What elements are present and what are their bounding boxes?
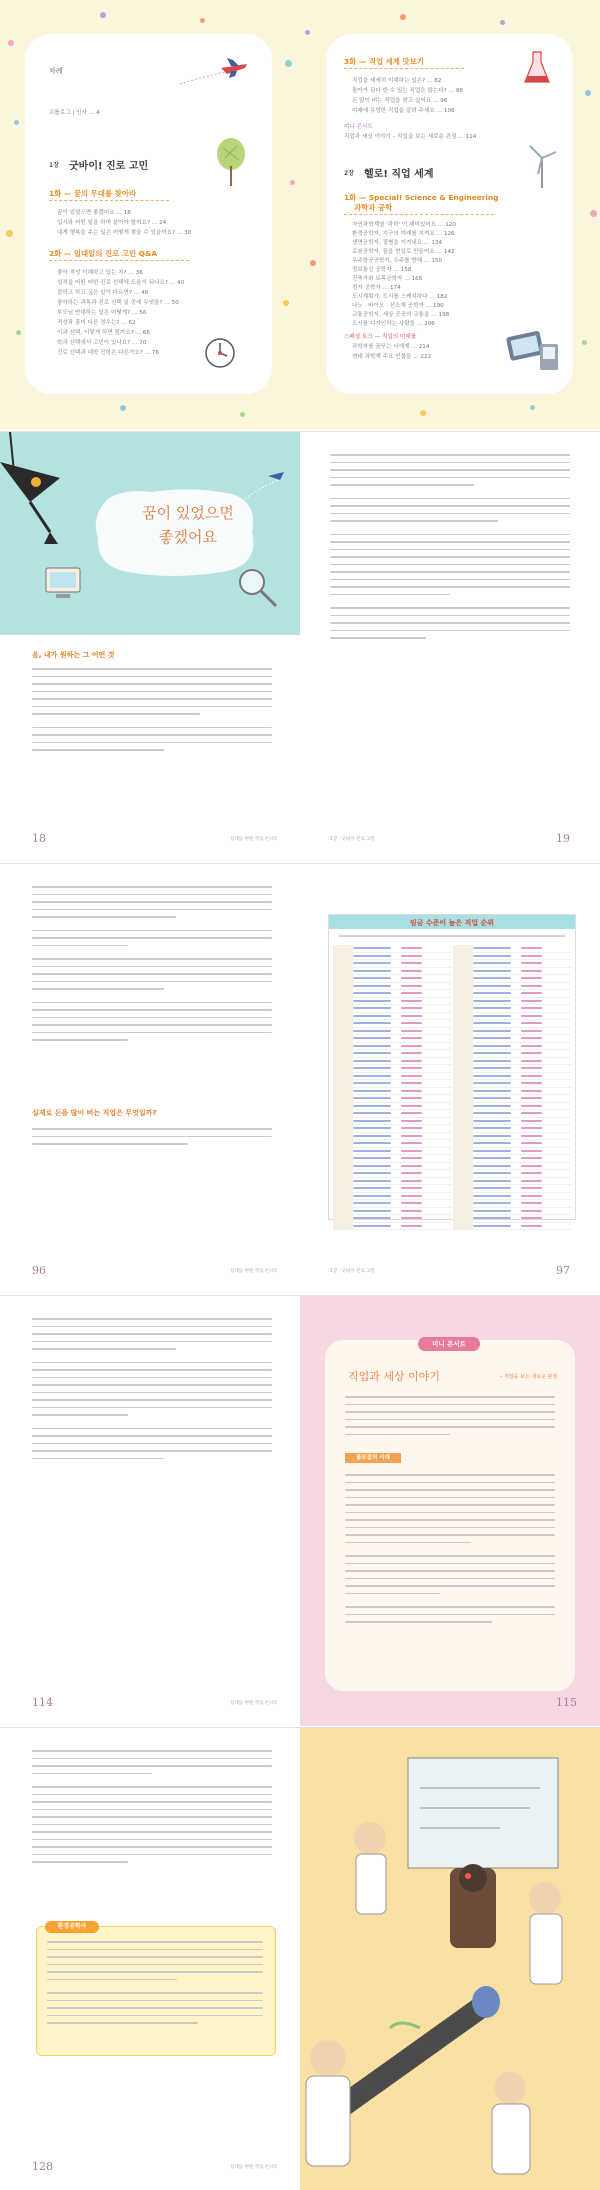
- confetti-dot: [6, 230, 13, 237]
- confetti-dot: [500, 20, 505, 25]
- confetti-dot: [590, 210, 597, 217]
- table-row: [333, 1050, 451, 1058]
- toc-item[interactable]: 진로 선택과 대학 진학은 다른가요? … 76: [57, 350, 159, 356]
- section-heading: 음, 내가 원하는 그 어떤 것: [32, 651, 115, 659]
- table-title: 임금 수준이 높은 직업 순위: [409, 919, 495, 927]
- body-paragraph: [345, 1396, 555, 1441]
- toc-card-left: [25, 34, 272, 394]
- toc-item[interactable]: 정보통신 공학자 … 158: [352, 267, 412, 273]
- table-row: [333, 1200, 451, 1208]
- table-row: [333, 1035, 451, 1043]
- table-row: [453, 1133, 571, 1141]
- table-column-right: [453, 945, 571, 1230]
- table-row: [453, 1215, 571, 1223]
- toc-section2-title[interactable]: 2화 — 일대일의 진로 고민 Q&A: [49, 249, 158, 258]
- table-row: [453, 1185, 571, 1193]
- airplane-icon: [175, 56, 255, 96]
- table-row: [453, 953, 571, 961]
- toc-item[interactable]: 환경공학자, 지구의 미래를 지켜요 … 126: [352, 231, 455, 237]
- spread-pages-114-115: [0, 1296, 600, 1726]
- spread-pages-128-129: [0, 1728, 600, 2190]
- table-row: [453, 1103, 571, 1111]
- toc-item[interactable]: 교통공학자, 세상 곳곳의 교통을 … 198: [352, 312, 450, 318]
- computer-icon: [40, 562, 100, 612]
- table-row: [333, 1208, 451, 1216]
- table-row: [453, 1170, 571, 1178]
- tree-icon: [211, 136, 251, 188]
- confetti-dot: [100, 12, 106, 18]
- table-row: [333, 990, 451, 998]
- body-paragraph: [345, 1474, 555, 1629]
- table-row: [333, 1043, 451, 1051]
- chapter-title-line1: 꿈이 있었으면: [142, 504, 234, 522]
- table-row: [333, 1170, 451, 1178]
- table-row: [333, 1178, 451, 1186]
- body-paragraph: [330, 454, 570, 645]
- toc-item[interactable]: 내게 행복을 주는 일은 어떻게 찾을 수 있을까요? … 30: [57, 230, 192, 236]
- section-divider: [344, 68, 464, 69]
- table-column-left: [333, 945, 451, 1230]
- table-row: [333, 1095, 451, 1103]
- toc-item[interactable]: 돈 많이 버는 직업을 찾고 싶어요 … 96: [352, 98, 448, 104]
- confetti-dot: [310, 260, 316, 266]
- section-divider: [49, 260, 189, 261]
- table-row: [453, 1005, 571, 1013]
- toc-item[interactable]: 돌아가 된다 한 수 있는 직업은 않는다? … 88: [352, 88, 463, 94]
- mini-concert-tab: 미니 콘서트: [418, 1337, 480, 1351]
- body-paragraph: [32, 1318, 272, 1465]
- table-row: [453, 1020, 571, 1028]
- table-row: [453, 1073, 571, 1081]
- table-row: [333, 975, 451, 983]
- toc-item[interactable]: 좋아하는 과목과 진로 선택 일 중에 무엇을? … 50: [57, 300, 179, 306]
- confetti-dot: [400, 14, 406, 20]
- salary-ranking-table: [328, 914, 576, 1220]
- toc-item[interactable]: 직업을 세세히 이해하는 일은? … 82: [352, 78, 442, 84]
- table-row: [453, 1208, 571, 1216]
- table-row: [333, 1028, 451, 1036]
- table-row: [453, 1163, 571, 1171]
- table-row: [333, 960, 451, 968]
- toc-item[interactable]: 미래에 유망한 직업을 알려 주세요 … 106: [352, 108, 455, 114]
- running-footer-right: 1장 · 굿바이 진로 고민: [330, 1269, 375, 1274]
- confetti-dot: [285, 60, 292, 67]
- confetti-dot: [305, 30, 310, 35]
- table-row: [333, 1223, 451, 1231]
- page-number-left: 18: [32, 832, 46, 845]
- table-row: [333, 1163, 451, 1171]
- table-row: [333, 1148, 451, 1156]
- toc-item[interactable]: 도시계획가, 도시를 스케치하다 … 182: [352, 294, 448, 300]
- body-paragraph: [32, 1750, 272, 1869]
- table-row: [333, 1193, 451, 1201]
- table-row: [453, 968, 571, 976]
- confetti-dot: [420, 410, 426, 416]
- table-row: [453, 960, 571, 968]
- toc-item[interactable]: 직업과 세상 이야기 – 직업을 보는 새로운 관점 … 114: [344, 134, 477, 140]
- table-row: [453, 1118, 571, 1126]
- table-row: [453, 1095, 571, 1103]
- table-row: [453, 1178, 571, 1186]
- table-row: [453, 1110, 571, 1118]
- confetti-dot: [240, 412, 245, 417]
- page-number-right: 97: [556, 1264, 570, 1277]
- table-row: [453, 1125, 571, 1133]
- toc-item[interactable]: 과학자를 꿈꾸는 너에게 … 214: [352, 344, 430, 350]
- toc-item[interactable]: 입시와 어떤 일을 하며 살아야 할까요? … 24: [57, 220, 167, 226]
- section-tag: 몰트잡의 시대: [345, 1453, 401, 1463]
- table-row: [333, 1058, 451, 1066]
- table-row: [333, 1155, 451, 1163]
- confetti-dot: [120, 405, 126, 411]
- special-talk-label[interactable]: 스페셜 토크 — 직업의 미래를: [344, 334, 417, 340]
- toc-spread: [0, 0, 600, 430]
- body-paragraph: [32, 668, 272, 757]
- running-footer-right: 1장 · 굿바이 진로 고민: [330, 837, 375, 842]
- toc-item[interactable]: 전자 공학자 … 174: [352, 285, 401, 291]
- toc-item[interactable]: 잘하고 하고 싶은 일이 다르면? … 46: [57, 290, 149, 296]
- page-number-right: 19: [556, 832, 570, 845]
- toc-item[interactable]: 적성과 흥미 다른 경우는? … 62: [57, 320, 136, 326]
- chapter2-title[interactable]: 헬로! 직업 세계: [364, 169, 434, 180]
- toc-item[interactable]: 학과 선택에서 고민이 있나요? … 70: [57, 340, 147, 346]
- confetti-dot: [585, 90, 591, 96]
- table-row: [453, 1088, 571, 1096]
- confetti-dot: [14, 120, 19, 125]
- box-text: [47, 1941, 263, 2030]
- table-row: [453, 1223, 571, 1231]
- running-footer-left: 십대를 위한 직업 콘서트: [230, 2165, 278, 2170]
- running-footer-left: 십대를 위한 직업 콘서트: [230, 1701, 278, 1706]
- mini-concert-subtitle: – 직업을 보는 새로운 관점: [500, 1374, 558, 1380]
- toc-item[interactable]: 도시를 디자인하는 사람들 … 206: [352, 321, 435, 327]
- spread-pages-18-19: [0, 432, 600, 862]
- confetti-dot: [582, 340, 587, 345]
- confetti-dot: [8, 40, 14, 46]
- toc-item[interactable]: 부모님 반대하는 일은 어떻게? … 56: [57, 310, 147, 316]
- table-row: [333, 1125, 451, 1133]
- table-row: [333, 1103, 451, 1111]
- chapter1-title[interactable]: 굿바이! 진로 고민: [69, 161, 149, 172]
- toc-item[interactable]: 로봇공학자, 꿈을 현실로 만들어요 … 142: [352, 249, 455, 255]
- toc-item[interactable]: 꿈이 있었으면 좋겠어요 … 18: [57, 210, 131, 216]
- table-row: [333, 953, 451, 961]
- gadget-icon: [504, 324, 564, 374]
- toc-section1-title[interactable]: 1화 — 꿈의 무대를 찾아라: [49, 189, 137, 198]
- plane-doodle: [220, 462, 290, 532]
- table-row: [453, 1193, 571, 1201]
- table-row: [453, 1200, 571, 1208]
- running-footer-left: 십대를 위한 직업 콘서트: [230, 1269, 278, 1274]
- flask-icon: [522, 48, 552, 88]
- table-row: [453, 1043, 571, 1051]
- section-heading: 실제로 돈을 많이 버는 직업은 무엇일까?: [32, 1109, 157, 1117]
- table-row: [333, 1088, 451, 1096]
- toc-header: 차례: [49, 67, 63, 75]
- table-row: [333, 968, 451, 976]
- chapter2-number: 2장: [344, 170, 354, 177]
- job-info-tag: 환경공학자: [45, 1921, 99, 1933]
- confetti-dot: [530, 405, 535, 410]
- toc-card-right: [326, 34, 573, 394]
- job-info-box: [36, 1923, 276, 2056]
- section-divider: [49, 200, 169, 201]
- table-row: [453, 1140, 571, 1148]
- toc-section4-title[interactable]: 1화 — Special! Science & Engineering: [344, 193, 499, 202]
- windmill-icon: [522, 138, 562, 190]
- magnifier-icon: [230, 560, 290, 620]
- table-row: [453, 1155, 571, 1163]
- page-number-left: 114: [32, 1696, 53, 1709]
- toc-item[interactable]: 자연과학계열 '과학' 이 재미있어요 … 120: [352, 222, 456, 228]
- mini-concert-label: 미니 콘서트: [344, 124, 373, 130]
- toc-section3-title[interactable]: 3화 — 직업 세계 맛보기: [344, 57, 424, 66]
- table-row: [453, 1050, 571, 1058]
- table-row: [333, 1185, 451, 1193]
- table-row: [333, 1080, 451, 1088]
- table-row: [453, 1035, 571, 1043]
- toc-item[interactable]: 현대 과학계 주요 인물들 … 222: [352, 354, 432, 360]
- body-paragraph: [32, 1128, 272, 1151]
- page-number-left: 128: [32, 2160, 53, 2173]
- table-row: [333, 983, 451, 991]
- confetti-dot: [290, 180, 295, 185]
- toc-item[interactable]: 건축가와 토목공학자 … 166: [352, 276, 423, 282]
- table-row: [333, 1118, 451, 1126]
- confetti-dot: [283, 300, 289, 306]
- scientists-illustration-art: [300, 1728, 600, 2190]
- table-row: [333, 1140, 451, 1148]
- table-row: [333, 1133, 451, 1141]
- running-footer-left: 십대를 위한 직업 콘서트: [230, 837, 278, 842]
- table-row: [453, 1058, 571, 1066]
- table-row: [453, 1028, 571, 1036]
- toc-item[interactable]: 나노 · 바이오 · 신소재 공학자 … 190: [352, 303, 444, 309]
- table-row: [333, 1073, 451, 1081]
- toc-item[interactable]: 성적을 어떤 어떤 진로 선택에 도움이 되나요? … 40: [57, 280, 185, 286]
- mini-concert-title: 직업과 세상 이야기: [348, 1370, 441, 1383]
- table-row: [453, 1065, 571, 1073]
- table-row: [333, 1215, 451, 1223]
- table-row: [333, 998, 451, 1006]
- confetti-dot: [200, 18, 205, 23]
- pennant-illustration: [0, 432, 90, 552]
- toc-item[interactable]: 우주항공공학자, 우주를 향해 … 150: [352, 258, 443, 264]
- page-number-left: 96: [32, 1264, 46, 1277]
- table-row: [333, 1065, 451, 1073]
- page-number-right: 115: [556, 1696, 577, 1709]
- body-paragraph: [32, 886, 272, 1047]
- chapter1-number: 1장: [49, 162, 59, 169]
- table-row: [453, 975, 571, 983]
- clock-icon: [201, 334, 239, 372]
- toc-intro[interactable]: 프롤로그 | 인사 … 4: [49, 110, 100, 116]
- chapter-title-line2: 좋겠어요: [159, 528, 217, 546]
- toc-item[interactable]: 이과 선택, 이렇게 하면 될까요? … 66: [57, 330, 150, 336]
- toc-item[interactable]: 좋아 적성 이해하고 있는 지? … 36: [57, 270, 143, 276]
- table-row: [453, 990, 571, 998]
- toc-item[interactable]: 생명공학자, 질병을 이겨내요 … 134: [352, 240, 443, 246]
- table-row: [453, 945, 571, 953]
- table-row: [333, 1013, 451, 1021]
- toc-section4-subtitle[interactable]: 과학과 공학: [354, 203, 393, 212]
- table-row: [453, 998, 571, 1006]
- table-row: [453, 1013, 571, 1021]
- table-row: [333, 945, 451, 953]
- table-row: [453, 1080, 571, 1088]
- table-row: [333, 1110, 451, 1118]
- confetti-dot: [16, 330, 21, 335]
- table-row: [453, 1148, 571, 1156]
- table-row: [333, 1020, 451, 1028]
- table-row: [333, 1005, 451, 1013]
- spread-pages-96-97: [0, 864, 600, 1294]
- table-row: [453, 983, 571, 991]
- section-divider: [344, 214, 494, 215]
